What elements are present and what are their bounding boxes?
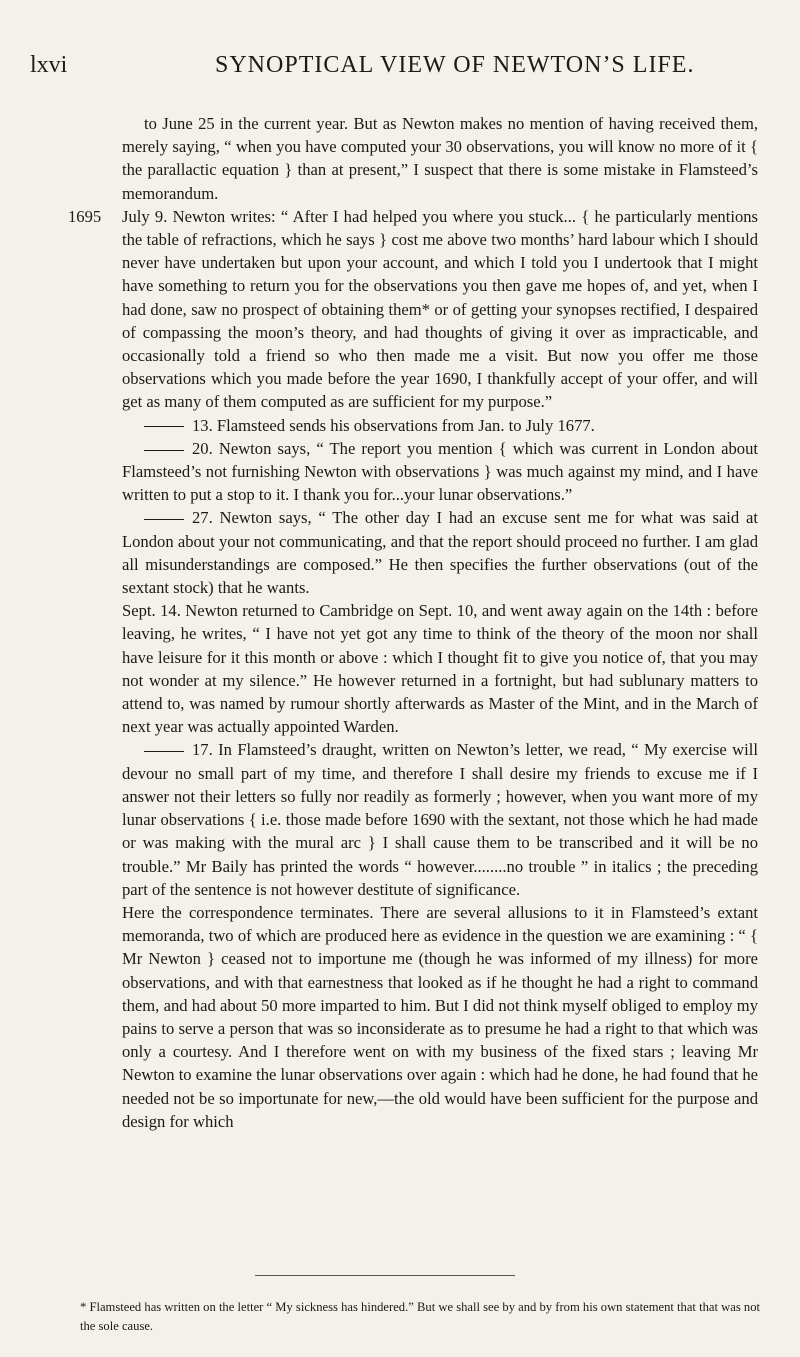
paragraph-5-text: 27. Newton says, “ The other day I had an excuse sent me for what was said at London about your not communicating, and that the report should proceed no further. I am glad all misunderstandings are composed.” He then specifies the further observations (out of the sextant stock) that he wants. [122, 508, 758, 598]
paragraph-5 [122, 506, 758, 599]
page-header [0, 52, 800, 84]
paragraph-2-text: July 9. Newton writes: “ After I had helped you where you stuck... { he particularly mentions the table of refractions, which he says } cost me above two months’ hard labour which I should never have undertaken but upon your account, and which I told you I undertook that I might have something to return you for the observations you then gave me hopes of, and yet, when I had done, saw no prospect of obtaining them* or of getting your synopses rectified, I despaired of compassing the moon’s theory, and had thoughts of giving it over as impracticable, and occasionally told a friend so who then made me a visit. But now you offer me those observations which you made before the year 1690, I thankfully accept of your offer, and will get as many of them computed as are sufficient for my purpose.” [122, 206, 758, 412]
footnote-divider [255, 1275, 515, 1276]
paragraph-4-text: 20. Newton says, “ The report you mention { which was current in London about Flamsteed’s not furnishing Newton with observations } was much against my mind, and I have written to put a stop to it. I thank you for...your lunar observations.” [122, 438, 758, 505]
ditto-dash [144, 519, 184, 520]
ditto-dash [144, 751, 184, 752]
paragraph-3-text: 13. Flamsteed sends his observations from Jan. to July 1677. [192, 415, 595, 435]
paragraph-2 [68, 205, 758, 414]
footnote: * Flamsteed has written on the letter “ My sickness has hindered.” But we shall see by and by from his own statement that that was not the sole cause. [80, 1299, 760, 1333]
paragraph-1: to June 25 in the current year. But as Newton makes no mention of having received them, merely saying, “ when you have computed your 30 observations, you will know no more of it { the parallactic equation } than at present,” I suspect that there is some mistake in Flamsteed’s memorandum. [122, 114, 758, 203]
page-number: lxvi [30, 52, 68, 78]
ditto-dash [144, 426, 184, 427]
paragraph-6: Sept. 14. Newton returned to Cambridge on Sept. 10, and went away again on the 14th : before leaving, he writes, “ I have not yet got any time to think of the theory of the moon nor shall have leisure for it this month or above : which I thought fit to give you notice of, that you may not wonder at my silence.” He however returned in a fortnight, but had sublunary matters to attend to, was named by rumour shortly afterwards as Master of the Mint, and in the March of next year was actually appointed Warden. [122, 601, 758, 737]
paragraph-4 [122, 437, 758, 507]
ditto-dash [144, 450, 184, 451]
paragraph-7-text: 17. In Flamsteed’s draught, written on Newton’s letter, we read, “ My exercise will devour no small part of my time, and therefore I shall desire my friends to excuse me if I answer not their letters so fully nor readily as formerly ; however, when you want more of my lunar observations { i.e. those made before 1690 with the sextant, not those which he had made or was making with the mural arc } I shall cause them to be transcribed and it will be no trouble.” Mr Baily has printed the words “ however........no trouble ” in italics ; the preceding part of the sentence is not however destitute of significance. [122, 740, 758, 899]
body-text [68, 112, 758, 1133]
running-title: SYNOPTICAL VIEW OF NEWTON’S LIFE. [215, 52, 695, 78]
paragraph-7 [122, 738, 758, 900]
paragraph-8: Here the correspondence terminates. There are several allusions to it in Flamsteed’s extant memoranda, two of which are produced here as evidence in the question we are examining : “ { Mr Newton } ceased not to importune me (though he was informed of my illness) for more observations, and with that earnestness that looked as if he thought he had a right to command them, and had about 50 more imparted to him. But I did not think myself obliged to employ my pains to serve a person that was so inconsiderate as to presume he had a right to that which was only a courtesy. And I therefore went on with my business of the fixed stars ; leaving Mr Newton to examine the lunar observations over again : which had he done, he had found that he needed not be so importunate for new,—the old would have been sufficient for the purpose and design for which [122, 902, 758, 1131]
margin-year: 1695 [68, 206, 102, 226]
paragraph-3 [122, 414, 758, 437]
